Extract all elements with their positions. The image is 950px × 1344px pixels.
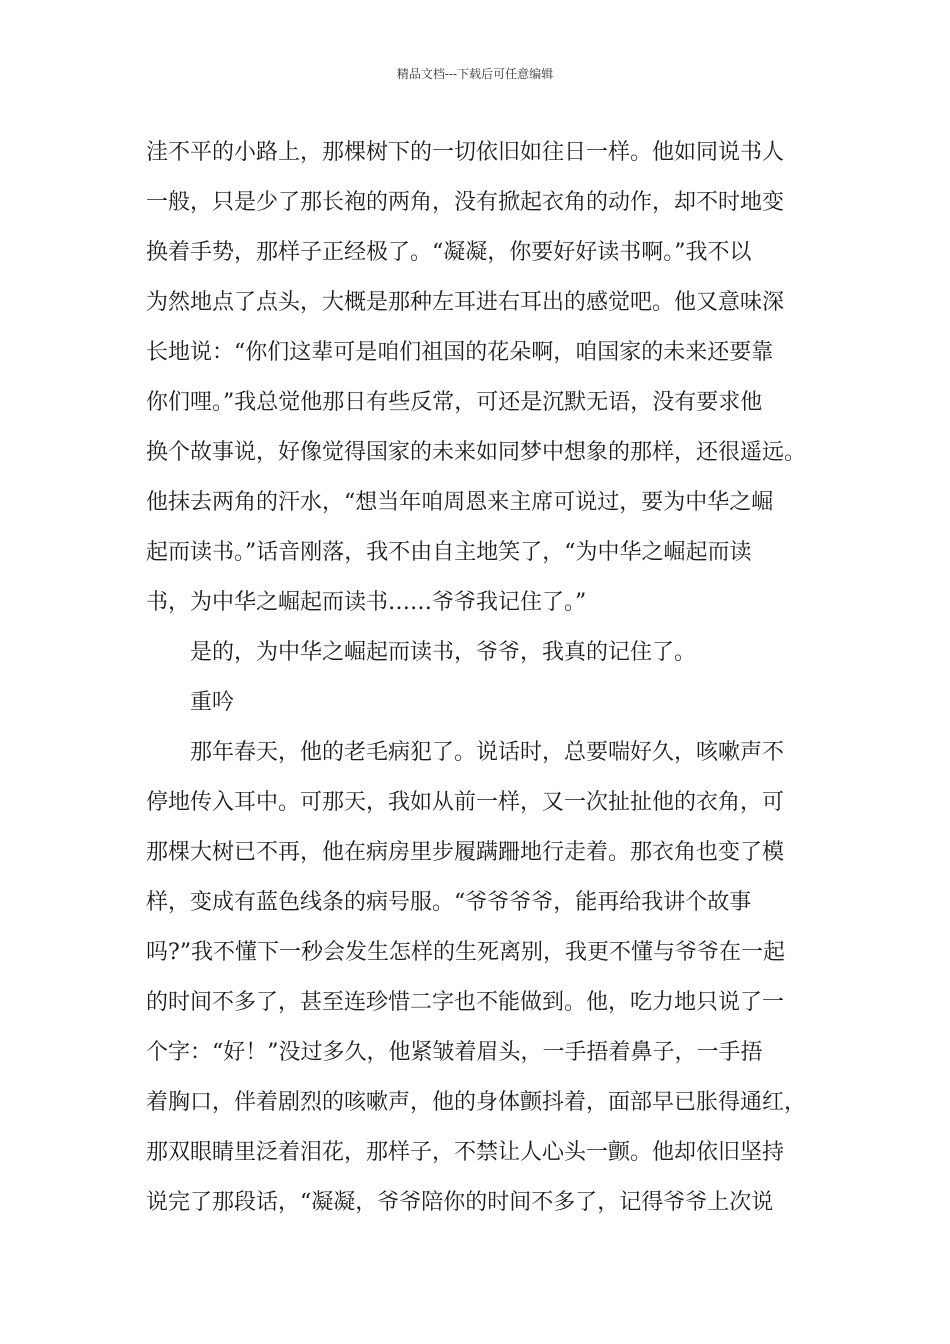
page-header: 精品文档---下载后可任意编辑 [396,67,554,81]
text-line: 书，为中华之崛起而读书……爷爷我记住了。” [146,590,587,615]
text-line: 你们哩。”我总觉他那日有些反常，可还是沉默无语，没有要求他 [146,390,763,415]
text-line: 换着手势，那样子正经极了。“凝凝，你要好好读书啊。”我不以 [146,240,752,265]
text-line: 的时间不多了，甚至连珍惜二字也不能做到。他，吃力地只说了一 [146,990,785,1015]
text-line: 那棵大树已不再，他在病房里步履蹒跚地行走着。那衣角也变了模 [146,840,785,865]
body-text [146,128,836,1228]
text-line: 停地传入耳中。可那天，我如从前一样，又一次扯扯他的衣角，可 [146,790,785,815]
text-line: 洼不平的小路上，那棵树下的一切依旧如往日一样。他如同说书人 [146,140,785,165]
text-line: 起而读书。”话音刚落，我不由自主地笑了，“为中华之崛起而读 [146,540,752,565]
text-line: 一般，只是少了那长袍的两角，没有掀起衣角的动作，却不时地变 [146,190,785,215]
text-line: 说完了那段话，“凝凝，爷爷陪你的时间不多了，记得爷爷上次说 [146,1190,774,1215]
text-line: 长地说：“你们这辈可是咱们祖国的花朵啊，咱国家的未来还要靠 [146,340,774,365]
paragraph-start-line: 那年春天，他的老毛病犯了。说话时，总要喘好久，咳嗽声不 [190,740,785,765]
paragraph-start-line: 是的，为中华之崛起而读书，爷爷，我真的记住了。 [190,640,697,665]
text-line: 吗?”我不懂下一秒会发生怎样的生死离别，我更不懂与爷爷在一起 [146,940,786,965]
text-line: 换个故事说，好像觉得国家的未来如同梦中想象的那样，还很遥远。 [146,440,807,465]
text-line: 着胸口，伴着剧烈的咳嗽声，他的身体颤抖着，面部早已胀得通红， [146,1090,807,1115]
section-heading: 重吟 [190,690,235,715]
text-line: 那双眼睛里泛着泪花，那样子，不禁让人心头一颤。他却依旧坚持 [146,1140,785,1165]
text-line: 样，变成有蓝色线条的病号服。“爷爷爷爷，能再给我讲个故事 [146,890,752,915]
text-line: 他抹去两角的汗水，“想当年咱周恩来主席可说过，要为中华之崛 [146,490,774,515]
text-line: 为然地点了点头，大概是那种左耳进右耳出的感觉吧。他又意味深 [146,290,785,315]
text-line: 个字：“好！”没过多久，他紧皱着眉头，一手捂着鼻子，一手捂 [146,1040,763,1065]
